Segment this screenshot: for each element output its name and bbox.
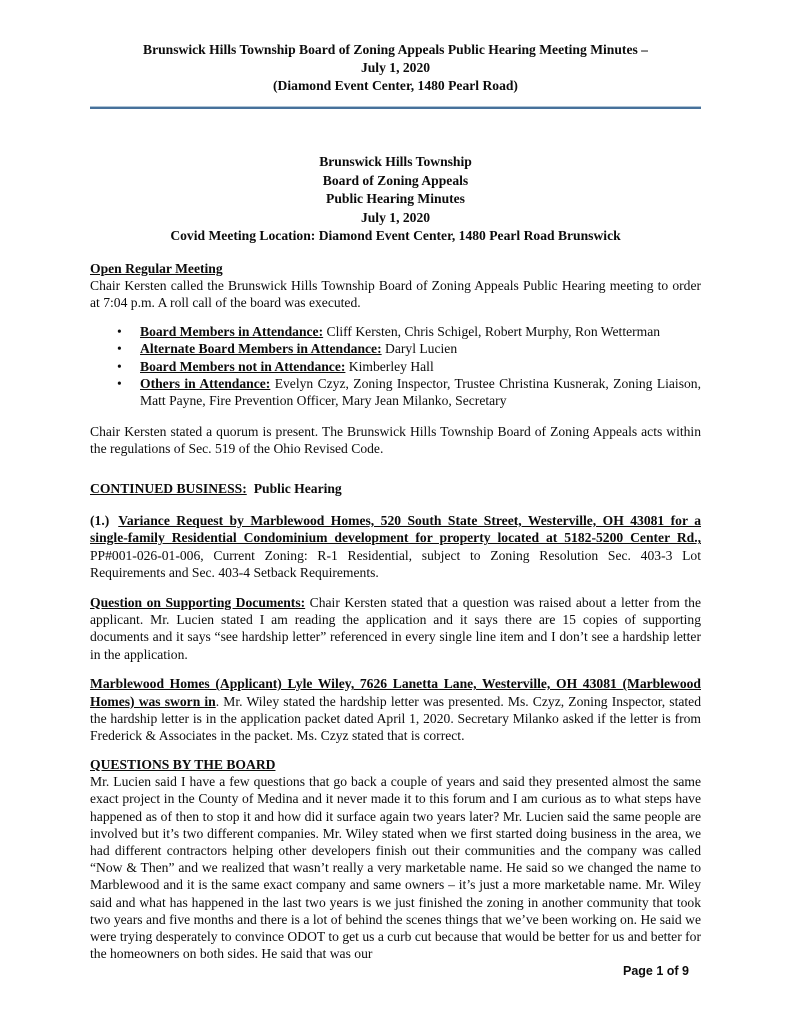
title-line-township: Brunswick Hills Township (319, 154, 472, 169)
variance-item-number: (1.) (90, 512, 110, 528)
continued-business-subheading: Public Hearing (253, 480, 342, 496)
header-title-line-3: (Diamond Event Center, 1480 Pearl Road) (273, 78, 518, 93)
attendance-item-absent (90, 358, 701, 375)
attendance-value: Evelyn Czyz, Zoning Inspector, Trustee Christina Kusnerak, Zoning Liaison, Matt Payne, Fire Prevention Officer, Mary Jean Milanko, Secretary (140, 375, 701, 409)
question-documents-label: Question on Supporting Documents: (90, 594, 306, 610)
quorum-paragraph: Chair Kersten stated a quorum is present. The Brunswick Hills Township Board of Zoning Appeals acts within the regulations of Sec. 519 of the Ohio Revised Code. (90, 423, 701, 457)
title-line-minutes: Public Hearing Minutes (326, 191, 465, 206)
attendance-label: Others in Attendance: (140, 375, 271, 391)
variance-item-lead: Variance Request by Marblewood Homes, 520 South State Street, Westerville, OH 43081 for a single-family Residential Condominium development for property located at 5182-5200 Center Rd., (90, 512, 701, 546)
questions-by-board-paragraph: Mr. Lucien said I have a few questions that go back a couple of years and said they presented almost the same exact project in the County of Medina and it never made it to this forum and I am curious as to what steps have happened as of then to stop it and how did it surface again two years later? Mr. Lucien said the same people are involved but it’s two different companies. Mr. Wiley stated when we first started doing business in the area, we had different contractors helping other developers finish out their communities and the company was called “Now & Then” and we realized that wasn’t really a very marketable name. He said so we changed the name to Marblewood and it is the same exact company and same owners – it’s just a more marketable name. Mr. Wiley said and what has happened in the last two years is we just finished the zoning in another community that took two years and five months and there is a lot of behind the scenes things that we’ve been working on. He said we were trying desperately to convince ODOT to get us a curb cut because that would be better for us and better for the homeowners on both sides. He said that was our (90, 774, 701, 962)
continued-business-heading (90, 480, 701, 497)
open-meeting-heading: Open Regular Meeting (90, 260, 223, 276)
attendance-list (90, 323, 701, 410)
attendance-item-alternates (90, 340, 701, 357)
question-documents-paragraph (90, 594, 701, 664)
header-title-line-1: Brunswick Hills Township Board of Zoning Appeals Public Hearing Meeting Minutes – (143, 42, 648, 57)
attendance-item-others (90, 375, 701, 410)
open-meeting-paragraph: Chair Kersten called the Brunswick Hills Township Board of Zoning Appeals Public Hearing meeting to order at 7:04 p.m. A roll call of the board was executed. (90, 277, 701, 311)
attendance-label: Alternate Board Members in Attendance: (140, 341, 382, 357)
title-line-board: Board of Zoning Appeals (322, 172, 469, 188)
sworn-in-paragraph (90, 675, 701, 745)
sworn-in-text: . Mr. Wiley stated the hardship letter was presented. Ms. Czyz, Zoning Inspector, stated the hardship letter is in the application packet dated April 1, 2020. Secretary Milanko asked if the letter is from Frederick & Associates in the packet. Ms. Czyz stated that is correct. (90, 693, 701, 744)
sworn-in-lead: Marblewood Homes (Applicant) Lyle Wiley, 7626 Lanetta Lane, Westerville, OH 43081 (Marblewood Homes) was sworn in (90, 676, 701, 709)
attendance-value: Cliff Kersten, Chris Schigel, Robert Murphy, Ron Wetterman (323, 323, 661, 339)
attendance-value: Kimberley Hall (345, 358, 434, 374)
questions-by-board-heading: QUESTIONS BY THE BOARD (90, 756, 276, 772)
attendance-item-board-members (90, 323, 701, 340)
document-header (90, 41, 701, 95)
attendance-label: Board Members not in Attendance: (140, 358, 346, 374)
open-regular-meeting-section (90, 260, 701, 312)
title-line-location: Covid Meeting Location: Diamond Event Center, 1480 Pearl Road Brunswick (170, 228, 621, 243)
title-block (90, 153, 701, 246)
header-divider-rule (90, 106, 701, 109)
continued-business-label: CONTINUED BUSINESS: (90, 480, 247, 496)
variance-request-paragraph (90, 512, 701, 582)
attendance-value: Daryl Lucien (381, 341, 458, 357)
questions-by-board-section (90, 756, 701, 963)
header-title-line-2: July 1, 2020 (360, 60, 431, 75)
question-documents-text: Chair Kersten stated that a question was raised about a letter from the applicant. Mr. Lucien stated I am reading the application and it says there are 15 copies of supporting documents and it says “see hardship letter” referenced in every single line item and I don’t see a hardship letter in the application. (90, 594, 701, 662)
title-line-date: July 1, 2020 (360, 209, 431, 225)
page-number-label: Page 1 of 9 (623, 964, 689, 978)
variance-item-rest: PP#001-026-01-006, Current Zoning: R-1 Residential, subject to Zoning Resolution Sec. 403-3 Lot Requirements and Sec. 403-4 Setback Requirements. (90, 547, 701, 581)
attendance-label: Board Members in Attendance: (140, 323, 324, 339)
